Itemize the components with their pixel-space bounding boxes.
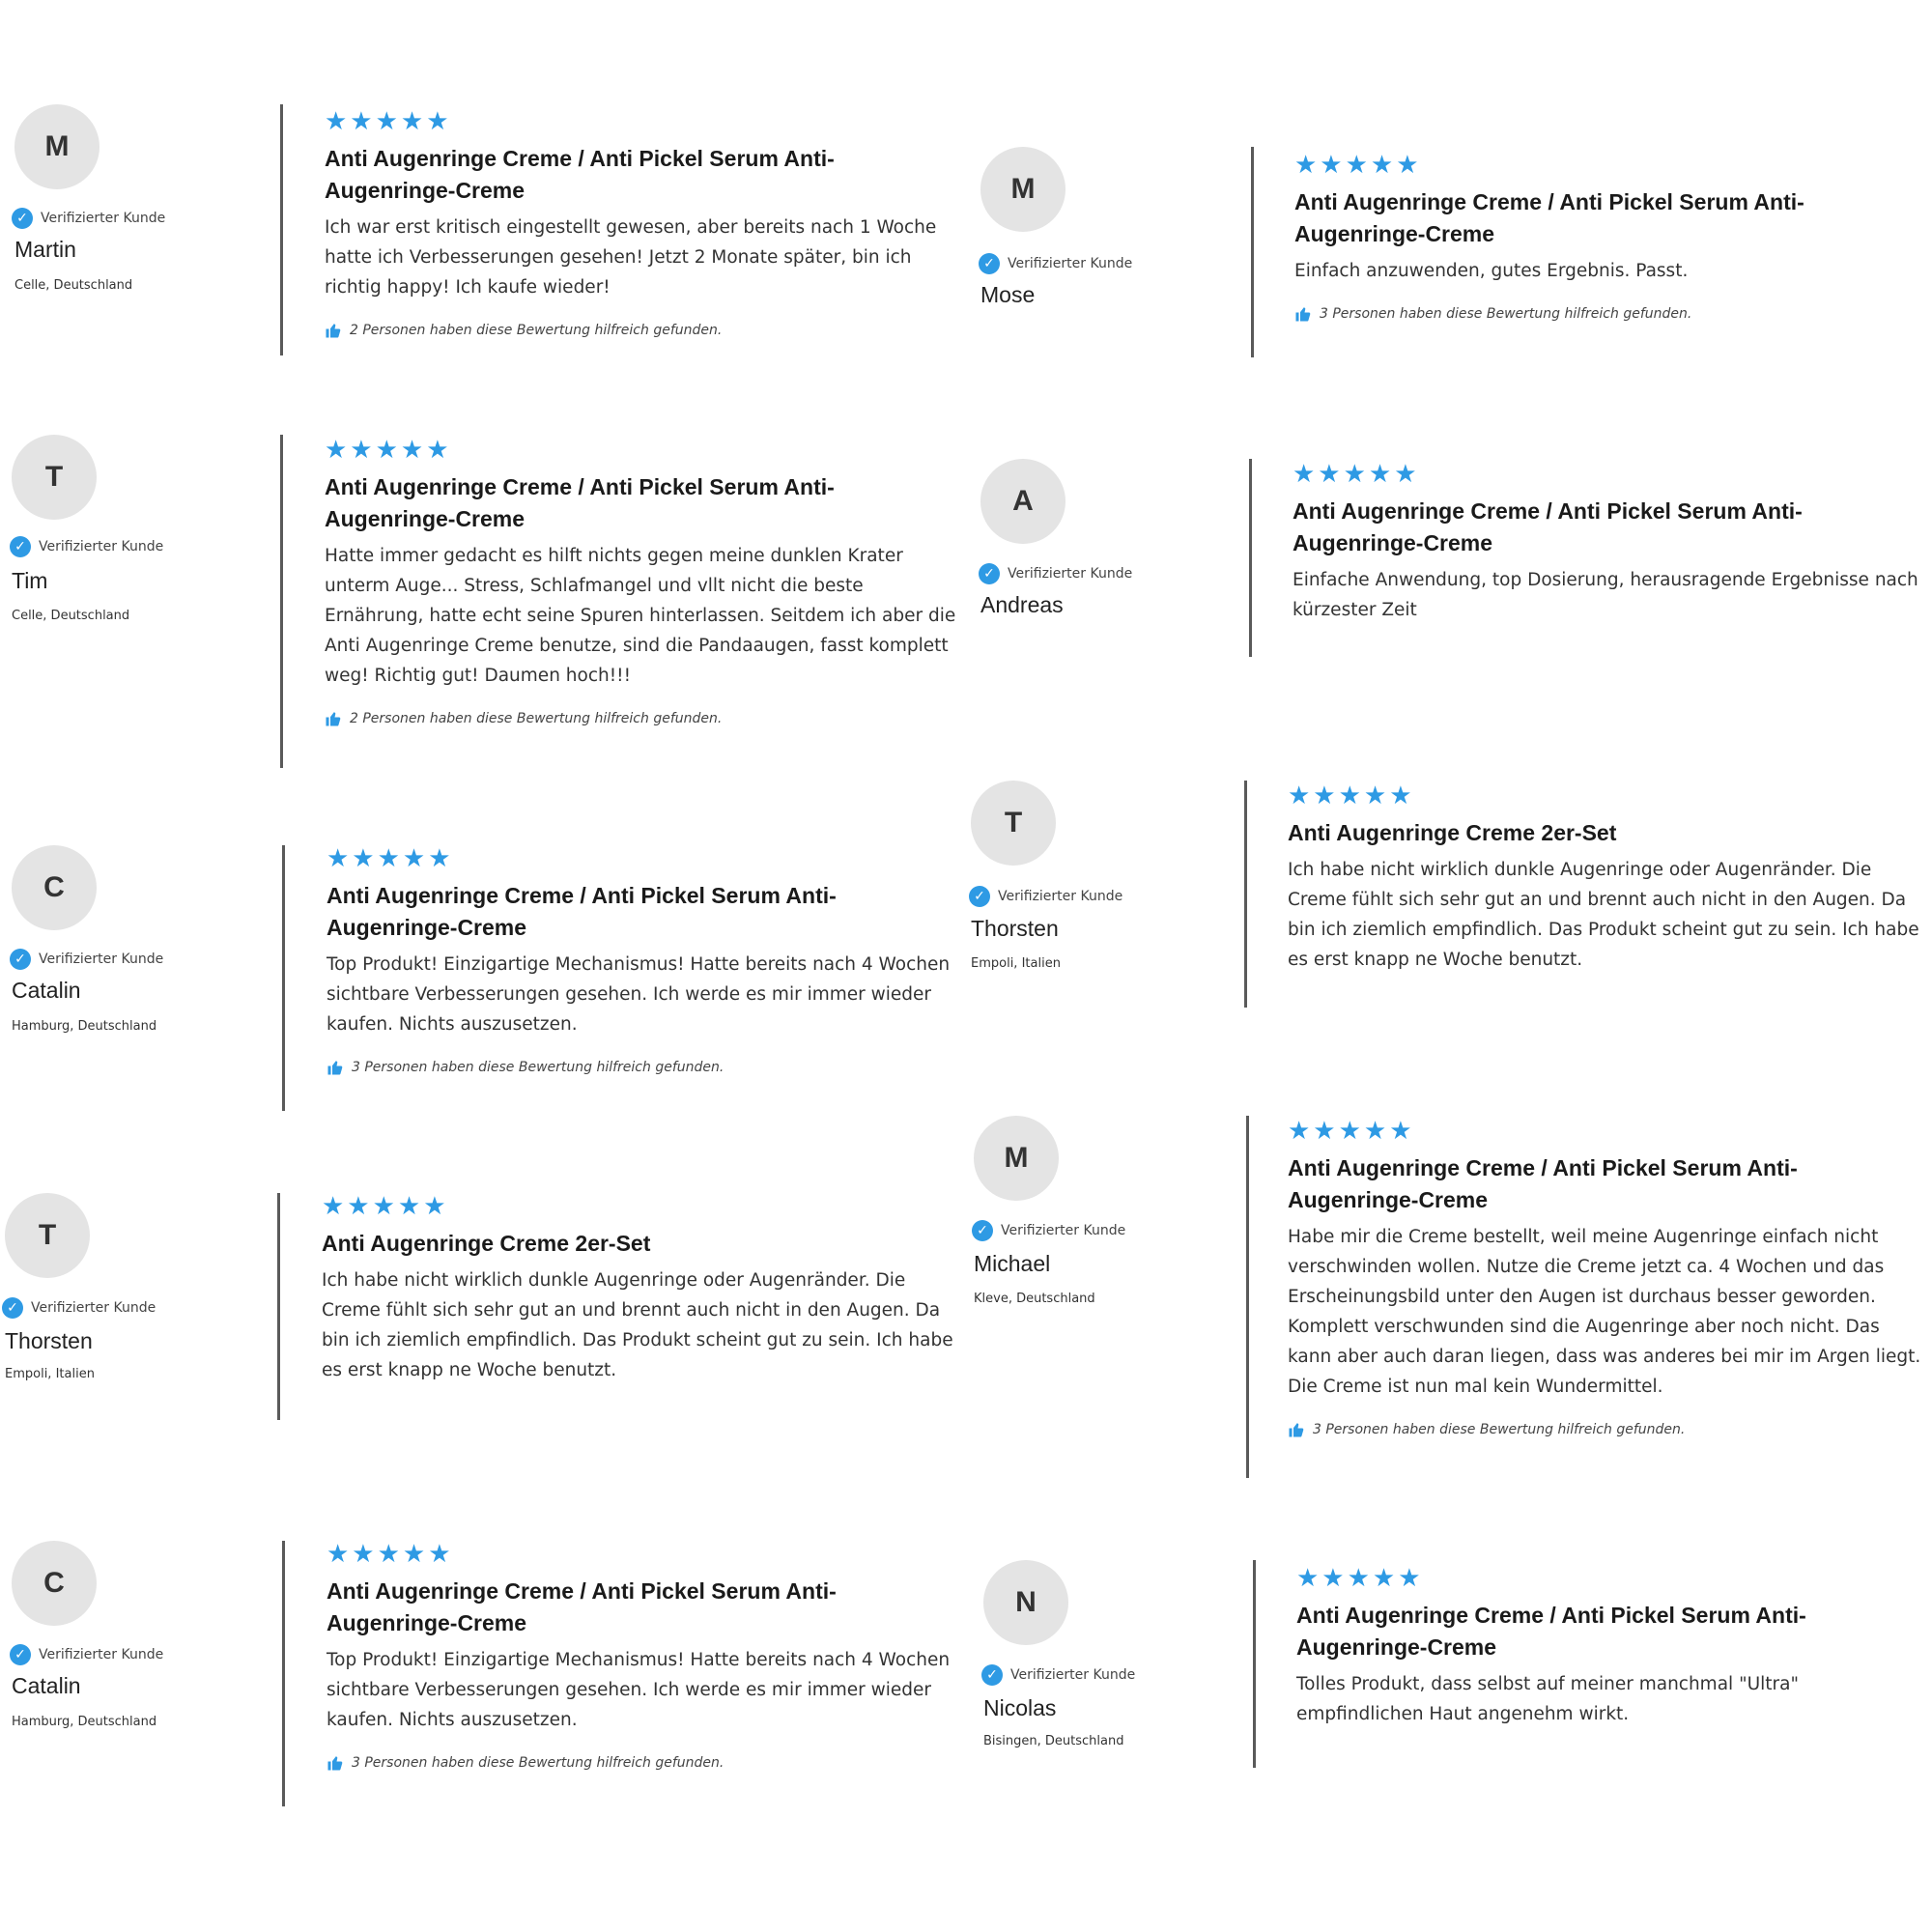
thumbs-up-icon xyxy=(1288,1421,1305,1438)
helpful-note[interactable] xyxy=(325,322,962,339)
thumbs-up-icon xyxy=(325,710,342,727)
reviewer-location: Hamburg, Deutschland xyxy=(12,1019,157,1034)
verified-label: Verifizierter Kunde xyxy=(39,539,164,554)
verified-label: Verifizierter Kunde xyxy=(1008,256,1133,271)
review-title: Anti Augenringe Creme / Anti Pickel Serum Anti-Augenringe-Creme xyxy=(1294,189,1804,246)
review-body: Hatte immer gedacht es hilft nichts gegen meine dunklen Krater unterm Auge... Stress, Schlafmangel und vllt nicht die beste Ernährung, hatte echt seine Spuren hinterlassen. Seitdem ich aber die Anti Augenringe Creme benutze, sind die Pandaaugen, fasst komplett weg! Richtig gut! Daumen hoch!!! xyxy=(325,546,956,686)
star-rating: ★★★★★ xyxy=(322,1191,449,1220)
review-title: Anti Augenringe Creme / Anti Pickel Serum Anti-Augenringe-Creme xyxy=(1296,1603,1806,1660)
avatar: T xyxy=(971,781,1056,866)
verified-badge xyxy=(981,1664,1135,1686)
divider xyxy=(1249,459,1252,657)
reviewer-name: Tim xyxy=(12,568,48,593)
verified-badge xyxy=(10,949,163,970)
star-rating: ★★★★★ xyxy=(1288,1116,1415,1145)
helpful-text: 3 Personen haben diese Bewertung hilfreich gefunden. xyxy=(1320,306,1692,322)
divider xyxy=(1246,1116,1249,1478)
helpful-text: 2 Personen haben diese Bewertung hilfreich gefunden. xyxy=(350,711,723,726)
helpful-note[interactable] xyxy=(325,710,962,727)
verified-label: Verifizierter Kunde xyxy=(39,1647,164,1662)
helpful-note[interactable] xyxy=(327,1059,964,1076)
divider xyxy=(277,1193,280,1420)
avatar: T xyxy=(12,435,97,520)
verified-badge xyxy=(10,1644,163,1665)
review-body: Top Produkt! Einzigartige Mechanismus! Hatte bereits nach 4 Wochen sichtbare Verbesserungen gesehen. Ich werde es mir immer wieder kaufen. Nichts auszusetzen. xyxy=(327,1650,951,1730)
avatar: M xyxy=(974,1116,1059,1201)
verified-check-icon: ✓ xyxy=(10,949,31,970)
review-body: Ich habe nicht wirklich dunkle Augenringe oder Augenränder. Die Creme fühlt sich sehr gut an und brennt auch nicht in den Augen. Da bin ich ziemlich empfindlich. Das Produkt scheint gut zu sein. Ich habe es erst knapp ne Woche benutzt. xyxy=(322,1270,953,1380)
reviewer-name: Martin xyxy=(14,237,76,262)
reviewer-name: Thorsten xyxy=(5,1328,93,1353)
verified-label: Verifizierter Kunde xyxy=(39,952,164,967)
reviewer-name: Mose xyxy=(980,282,1036,307)
review-title: Anti Augenringe Creme / Anti Pickel Serum Anti-Augenringe-Creme xyxy=(1288,1155,1798,1212)
divider xyxy=(280,435,283,768)
review-body: Ich habe nicht wirklich dunkle Augenringe oder Augenränder. Die Creme fühlt sich sehr gut an und brennt auch nicht in den Augen. Da bin ich ziemlich empfindlich. Das Produkt scheint gut zu sein. Ich habe es erst knapp ne Woche benutzt. xyxy=(1288,860,1919,970)
helpful-text: 2 Personen haben diese Bewertung hilfreich gefunden. xyxy=(350,323,723,338)
divider xyxy=(1244,781,1247,1008)
reviewer-location: Bisingen, Deutschland xyxy=(983,1734,1124,1748)
reviewer-name: Catalin xyxy=(12,1673,81,1698)
reviewer-location: Celle, Deutschland xyxy=(14,278,133,293)
star-rating: ★★★★★ xyxy=(327,843,454,872)
helpful-note[interactable] xyxy=(1288,1421,1927,1438)
review-content xyxy=(1296,1563,1922,1729)
review-title: Anti Augenringe Creme / Anti Pickel Serum Anti-Augenringe-Creme xyxy=(327,883,837,940)
star-rating: ★★★★★ xyxy=(327,1539,454,1568)
review-title: Anti Augenringe Creme / Anti Pickel Serum Anti-Augenringe-Creme xyxy=(1293,498,1803,555)
helpful-text: 3 Personen haben diese Bewertung hilfreich gefunden. xyxy=(352,1060,724,1075)
helpful-text: 3 Personen haben diese Bewertung hilfreich gefunden. xyxy=(352,1755,724,1771)
thumbs-up-icon xyxy=(325,322,342,339)
review-content xyxy=(1293,459,1922,625)
reviewer-location: Celle, Deutschland xyxy=(12,609,130,623)
verified-check-icon: ✓ xyxy=(979,253,1000,274)
reviewer-name: Andreas xyxy=(980,592,1064,617)
avatar: C xyxy=(12,1541,97,1626)
reviewer-location: Empoli, Italien xyxy=(5,1367,95,1381)
review-title: Anti Augenringe Creme 2er-Set xyxy=(322,1231,651,1256)
verified-check-icon: ✓ xyxy=(979,563,1000,584)
reviewer-name: Thorsten xyxy=(971,916,1059,941)
verified-label: Verifizierter Kunde xyxy=(31,1300,156,1316)
verified-badge xyxy=(969,886,1122,907)
divider xyxy=(1253,1560,1256,1768)
helpful-note[interactable] xyxy=(1294,305,1922,323)
review-body: Top Produkt! Einzigartige Mechanismus! Hatte bereits nach 4 Wochen sichtbare Verbesserungen gesehen. Ich werde es mir immer wieder kaufen. Nichts auszusetzen. xyxy=(327,954,951,1035)
verified-label: Verifizierter Kunde xyxy=(1010,1667,1136,1683)
divider xyxy=(280,104,283,355)
divider xyxy=(1251,147,1254,357)
verified-check-icon: ✓ xyxy=(972,1220,993,1241)
review-content xyxy=(325,435,962,727)
verified-badge xyxy=(979,253,1132,274)
verified-badge xyxy=(979,563,1132,584)
avatar: N xyxy=(983,1560,1068,1645)
review-content xyxy=(327,843,964,1076)
verified-check-icon: ✓ xyxy=(969,886,990,907)
review-title: Anti Augenringe Creme / Anti Pickel Serum Anti-Augenringe-Creme xyxy=(325,474,835,531)
review-body: Einfache Anwendung, top Dosierung, herausragende Ergebnisse nach kürzester Zeit xyxy=(1293,570,1918,620)
verified-check-icon: ✓ xyxy=(2,1297,23,1319)
verified-label: Verifizierter Kunde xyxy=(1008,566,1133,582)
verified-check-icon: ✓ xyxy=(981,1664,1003,1686)
avatar: M xyxy=(980,147,1065,232)
review-body: Ich war erst kritisch eingestellt gewesen, aber bereits nach 1 Woche hatte ich Verbesserungen gesehen! Jetzt 2 Monate später, bin ich richtig happy! Ich kaufe wieder! xyxy=(325,217,937,298)
verified-label: Verifizierter Kunde xyxy=(1001,1223,1126,1238)
review-title: Anti Augenringe Creme / Anti Pickel Serum Anti-Augenringe-Creme xyxy=(327,1578,837,1635)
verified-label: Verifizierter Kunde xyxy=(41,211,166,226)
verified-check-icon: ✓ xyxy=(12,208,33,229)
avatar: T xyxy=(5,1193,90,1278)
review-content xyxy=(1288,1116,1927,1438)
thumbs-up-icon xyxy=(1294,305,1312,323)
reviewer-location: Empoli, Italien xyxy=(971,956,1061,971)
review-content xyxy=(322,1191,961,1385)
star-rating: ★★★★★ xyxy=(325,435,452,464)
thumbs-up-icon xyxy=(327,1059,344,1076)
helpful-note[interactable] xyxy=(327,1754,964,1772)
divider xyxy=(282,845,285,1111)
review-title: Anti Augenringe Creme 2er-Set xyxy=(1288,820,1617,845)
review-body: Habe mir die Creme bestellt, weil meine Augenringe einfach nicht verschwinden wollen. Nutze die Creme jetzt ca. 4 Wochen und das Erscheinungsbild unter den Augen ist durchaus besser geworden. Komplett verschwunden sind die Augenringe aber noch nicht. Das kann aber auch daran liegen, dass was anderes bei mir im Argen liegt. Die Creme ist nun mal kein Wundermittel. xyxy=(1288,1227,1921,1397)
verified-label: Verifizierter Kunde xyxy=(998,889,1123,904)
review-content xyxy=(1294,150,1922,323)
review-body: Einfach anzuwenden, gutes Ergebnis. Passt. xyxy=(1294,261,1689,281)
verified-check-icon: ✓ xyxy=(10,536,31,557)
review-content xyxy=(325,106,962,339)
verified-badge xyxy=(2,1297,156,1319)
verified-badge xyxy=(10,536,163,557)
review-body: Tolles Produkt, dass selbst auf meiner manchmal "Ultra" empfindlichen Haut angenehm wirkt. xyxy=(1296,1674,1799,1724)
avatar: C xyxy=(12,845,97,930)
review-content xyxy=(327,1539,964,1772)
star-rating: ★★★★★ xyxy=(1288,781,1415,810)
star-rating: ★★★★★ xyxy=(1296,1563,1424,1592)
review-content xyxy=(1288,781,1927,975)
review-title: Anti Augenringe Creme / Anti Pickel Serum Anti-Augenringe-Creme xyxy=(325,146,835,203)
thumbs-up-icon xyxy=(327,1754,344,1772)
verified-badge xyxy=(972,1220,1125,1241)
verified-check-icon: ✓ xyxy=(10,1644,31,1665)
verified-badge xyxy=(12,208,165,229)
reviewer-location: Kleve, Deutschland xyxy=(974,1292,1095,1306)
reviewer-name: Nicolas xyxy=(983,1695,1057,1720)
avatar: M xyxy=(14,104,99,189)
reviewer-name: Michael xyxy=(974,1251,1051,1276)
star-rating: ★★★★★ xyxy=(1294,150,1422,179)
star-rating: ★★★★★ xyxy=(325,106,452,135)
reviewer-name: Catalin xyxy=(12,978,81,1003)
star-rating: ★★★★★ xyxy=(1293,459,1420,488)
divider xyxy=(282,1541,285,1806)
helpful-text: 3 Personen haben diese Bewertung hilfreich gefunden. xyxy=(1313,1422,1686,1437)
avatar: A xyxy=(980,459,1065,544)
reviewer-location: Hamburg, Deutschland xyxy=(12,1715,157,1729)
